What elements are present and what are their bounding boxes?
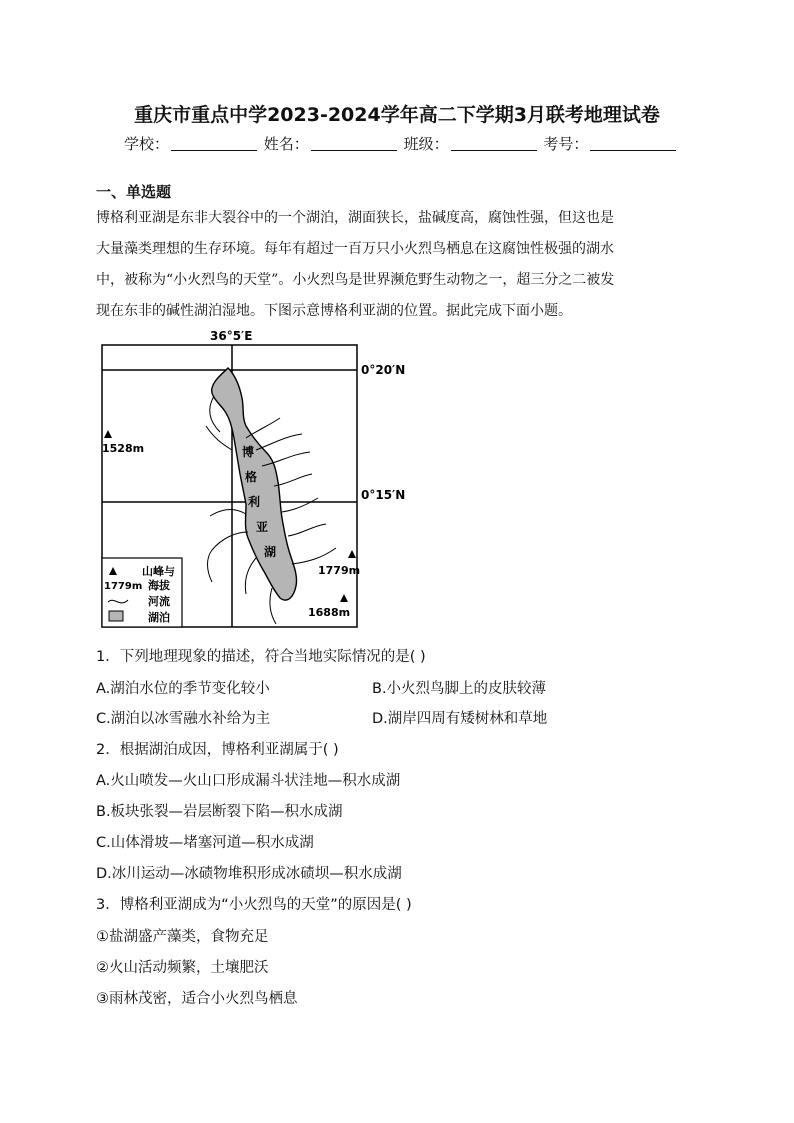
peak-icon [104, 430, 112, 438]
river [206, 426, 232, 450]
peak-label: 1528m [102, 442, 145, 455]
legend-peak-label: 山峰与 [142, 565, 175, 578]
question-1-stem: 1．下列地理现象的描述，符合当地实际情况的是( ) [96, 649, 426, 665]
class-blank [451, 136, 537, 151]
page-title: 重庆市重点中学2023-2024学年高二下学期3月联考地理试卷 [134, 104, 660, 126]
question-1-option-a[interactable]: A.湖泊水位的季节变化较小 [96, 681, 270, 697]
question-3-item: ②火山活动频繁，土壤肥沃 [96, 960, 269, 976]
peak-label: 1688m [308, 606, 351, 619]
school-label: 学校： [124, 135, 170, 153]
lake-char: 湖 [263, 545, 277, 559]
river [288, 524, 326, 536]
lake-location-map [96, 326, 426, 631]
legend-peak-value: 1779m [104, 581, 143, 592]
latitude-label-mid: 0°15′N [361, 488, 406, 502]
question-2-option-d[interactable]: D.冰川运动—冰碛物堆积形成冰碛坝—积水成湖 [96, 866, 402, 882]
student-info-row [124, 133, 678, 154]
question-3-item: ①盐湖盛产藻类，食物充足 [96, 929, 269, 945]
number-label: 考号： [543, 135, 589, 153]
river [246, 418, 280, 438]
river [210, 510, 246, 516]
legend-river-label: 河流 [148, 595, 170, 608]
question-2-stem: 2．根据湖泊成因，博格利亚湖属于( ) [96, 742, 339, 758]
class-label: 班级： [403, 135, 449, 153]
passage-line: 博格利亚湖是东非大裂谷中的一个湖泊，湖面狭长，盐碱度高，腐蚀性强，但这也是 [96, 210, 614, 226]
latitude-label-top: 0°20′N [361, 363, 406, 377]
river [282, 498, 318, 512]
river [245, 558, 256, 594]
river [208, 532, 249, 582]
legend-peak-label: 海拔 [148, 579, 170, 592]
river [256, 434, 302, 450]
question-2-option-a[interactable]: A.火山喷发—火山口形成漏斗状洼地—积水成湖 [96, 773, 401, 789]
lake-char: 亚 [255, 520, 269, 534]
question-1-option-c[interactable]: C.湖泊以冰雪融水补给为主 [96, 711, 271, 727]
name-blank [311, 136, 397, 151]
legend-lake-label: 湖泊 [148, 611, 170, 624]
question-1-option-d[interactable]: D.湖岸四周有矮树林和草地 [372, 711, 548, 727]
question-1-option-b[interactable]: B.小火烈鸟脚上的皮肤较薄 [372, 681, 547, 697]
question-2-option-c[interactable]: C.山体滑坡—堵塞河道—积水成湖 [96, 835, 314, 851]
section-title: 一、单选题 [96, 183, 172, 201]
question-3-item: ③雨林茂密，适合小火烈鸟栖息 [96, 991, 298, 1007]
passage-line: 大量藻类理想的生存环境。每年有超过一百万只小火烈鸟栖息在这腐蚀性极强的湖水 [96, 241, 614, 257]
passage-line: 中，被称为“小火烈鸟的天堂”。小火烈鸟是世界濒危野生动物之一，超三分之二被发 [96, 272, 615, 288]
map-svg [96, 326, 426, 631]
question-2-option-b[interactable]: B.板块张裂—岩层断裂下陷—积水成湖 [96, 804, 343, 820]
river [270, 588, 276, 624]
peak-icon [340, 594, 348, 602]
lake-char: 格 [244, 470, 258, 484]
school-blank [171, 136, 257, 151]
lake-char: 利 [247, 495, 261, 509]
question-3-stem: 3．博格利亚湖成为“小火烈鸟的天堂”的原因是( ) [96, 897, 412, 913]
lake-char: 博 [241, 445, 255, 459]
river [274, 474, 312, 486]
peak-label: 1779m [318, 564, 361, 577]
passage-line: 现在东非的碱性湖泊湿地。下图示意博格利亚湖的位置。据此完成下面小题。 [96, 303, 572, 319]
number-blank [590, 136, 676, 151]
reading-passage [96, 203, 700, 327]
name-label: 姓名： [263, 135, 309, 153]
peak-icon [348, 550, 356, 558]
legend-lake-icon [109, 611, 123, 621]
river [292, 548, 336, 564]
longitude-label: 36°5′E [210, 329, 253, 343]
